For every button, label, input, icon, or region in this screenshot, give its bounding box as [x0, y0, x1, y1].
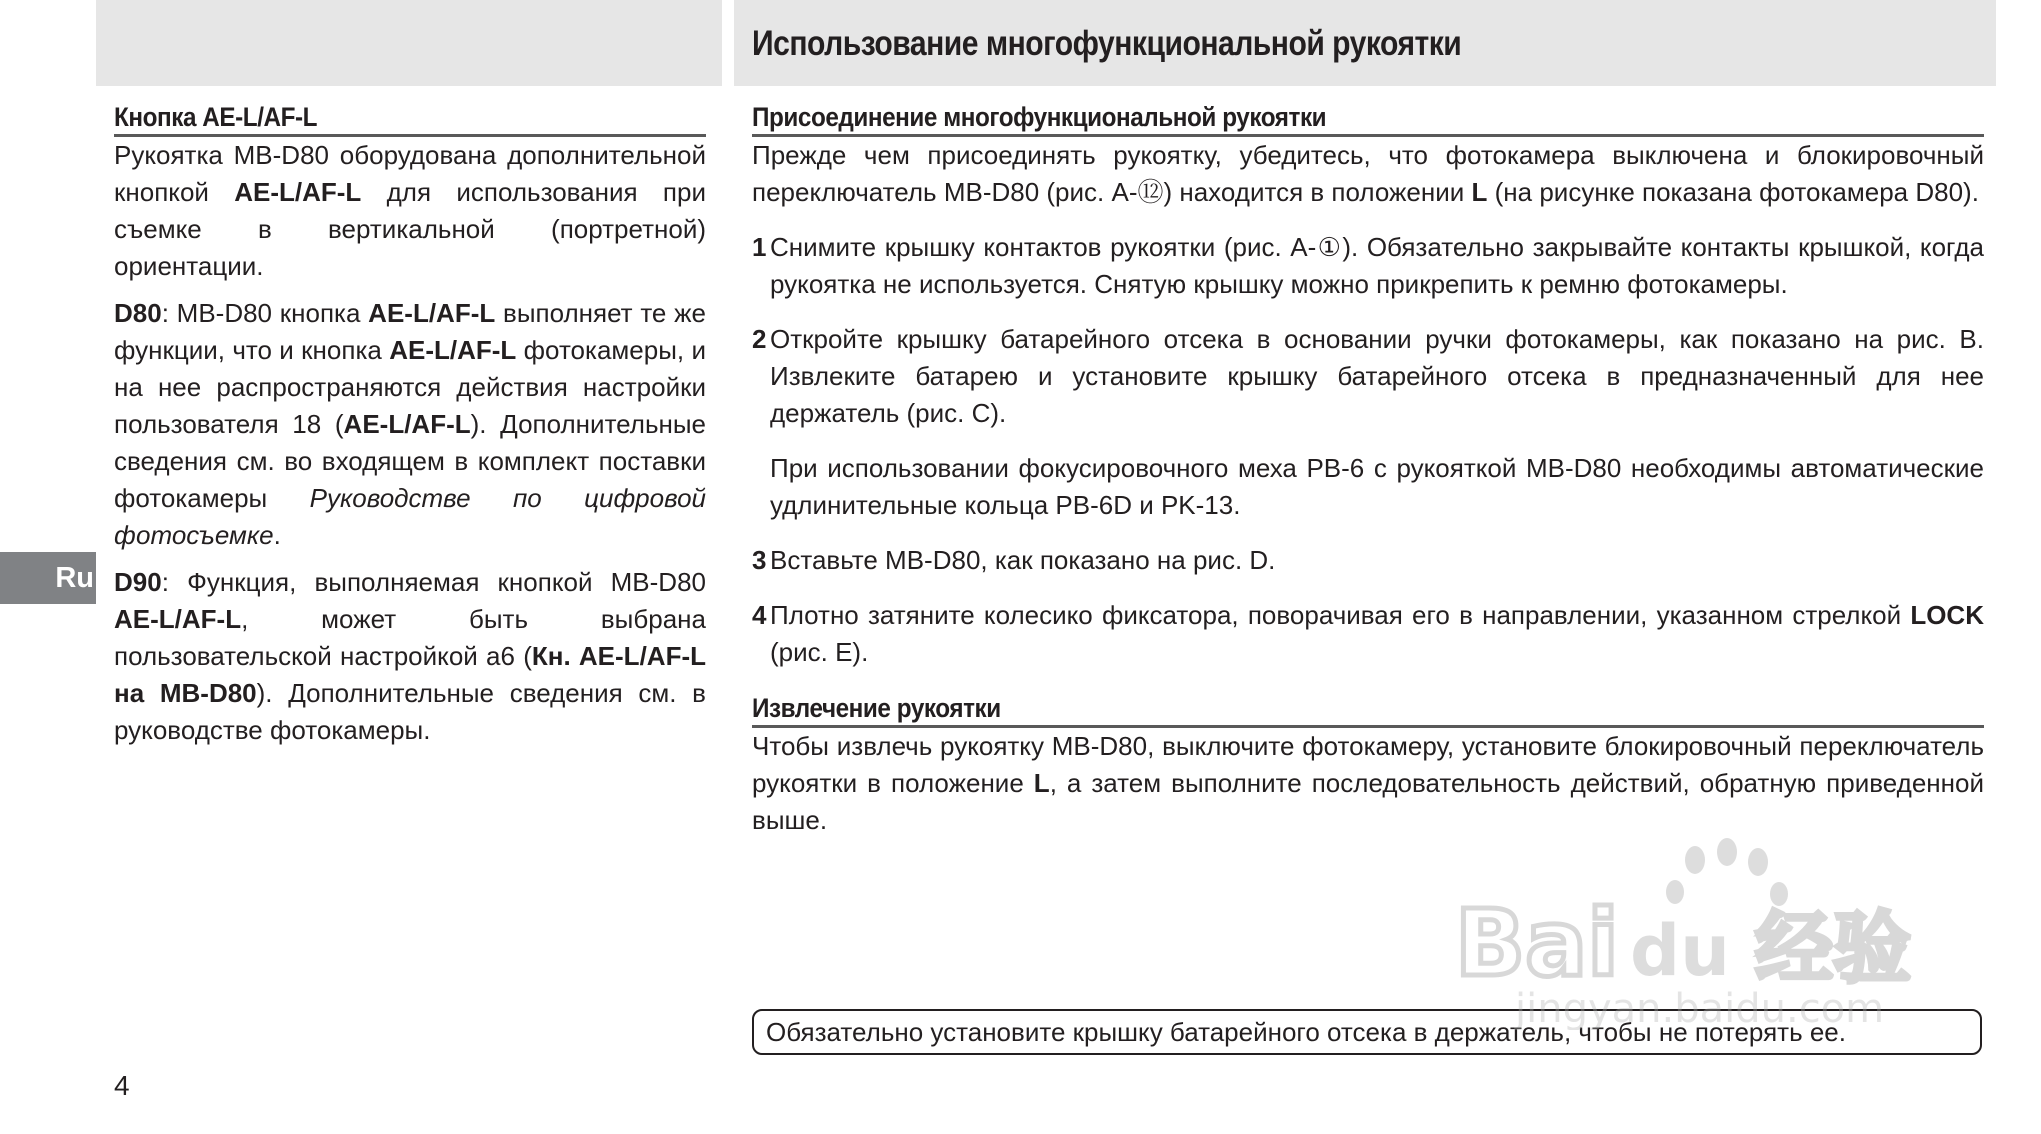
step-number: 4 [752, 600, 767, 630]
left-column [114, 100, 706, 749]
step-number: 3 [752, 545, 767, 575]
step-text: Откройте крышку батарейного отсека в основании ручки фотокамеры, как показано на рис. B. Извлеките батарею и установите крышку батарейного отсека в предназначенный для нее держатель (рис. C). [770, 324, 1984, 428]
step-3 [752, 542, 1984, 579]
d80-paragraph: D80: MB-D80 кнопка AE-L/AF-L выполняет те же функции, что и кнопка AE-L/AF-L фотокамеры, и на нее распространяются действия настройки пользователя 18 (AE-L/AF-L). Дополнительные сведения см. во входящем в комплект поставки фотокамеры Руководстве по цифровой фотосъемке. [114, 298, 706, 550]
header-band-left [96, 0, 722, 86]
step-text: Вставьте MB-D80, как показано на рис. D. [770, 545, 1276, 575]
language-tab: Ru [0, 552, 96, 604]
step-text: Плотно затяните колесико фиксатора, поворачивая его в направлении, указанном стрелкой LOCK (рис. E). [770, 600, 1984, 667]
watermark-brand: Bai [1455, 890, 1619, 997]
remove-paragraph: Чтобы извлечь рукоятку MB-D80, выключите фотокамеру, установите блокировочный переключатель рукоятки в положение L, а затем выполните последовательность действий, обратную приведенной выше. [752, 731, 1984, 835]
step-2-note: При использовании фокусировочного меха PB-6 с рукояткой MB-D80 необходимы автоматические удлинительные кольца PB-6D и PK-13. [770, 453, 1984, 520]
section-title-remove: Извлечение рукоятки [752, 691, 1984, 728]
page-number: 4 [114, 1070, 130, 1101]
watermark-cn: 经验 [1755, 904, 1912, 994]
section-title-attach: Присоединение многофункциональной рукоятки [752, 100, 1984, 137]
step-number: 1 [752, 232, 767, 262]
section-title-ael-afl: Кнопка AE-L/AF-L [114, 100, 706, 137]
step-number: 2 [752, 324, 767, 354]
note-box: Обязательно установите крышку батарейного отсека в держатель, чтобы не потерять ее. [752, 1009, 1982, 1055]
baidu-watermark-logo [1455, 830, 1925, 1030]
step-4 [752, 597, 1984, 671]
step-2 [752, 321, 1984, 432]
intro-paragraph: Рукоятка MB-D80 оборудована дополнительной кнопкой AE-L/AF-L для использования при съемке в вертикальной (портретной) ориентации. [114, 140, 706, 281]
page-title: Использование многофункциональной рукоятки [752, 24, 1462, 63]
watermark-brand-du: du [1630, 910, 1730, 992]
d90-paragraph: D90: Функция, выполняемая кнопкой MB-D80 AE-L/AF-L, может быть выбрана пользовательской настройкой a6 (Кн. AE-L/AF-L на MB-D80). Дополнительные сведения см. в руководстве фотокамеры. [114, 567, 706, 745]
watermark-url: jingyan.baidu.com [1515, 986, 1885, 1030]
step-1 [752, 229, 1984, 303]
step-text: Снимите крышку контактов рукоятки (рис. A-①). Обязательно закрывайте контакты крышкой, когда рукоятка не используется. Снятую крышку можно прикрепить к ремню фотокамеры. [770, 232, 1984, 299]
right-column [752, 100, 1984, 839]
attach-intro: Прежде чем присоединять рукоятку, убедитесь, что фотокамера выключена и блокировочный переключатель MB-D80 (рис. A-⑫) находится в положении L (на рисунке показана фотокамера D80). [752, 140, 1984, 207]
